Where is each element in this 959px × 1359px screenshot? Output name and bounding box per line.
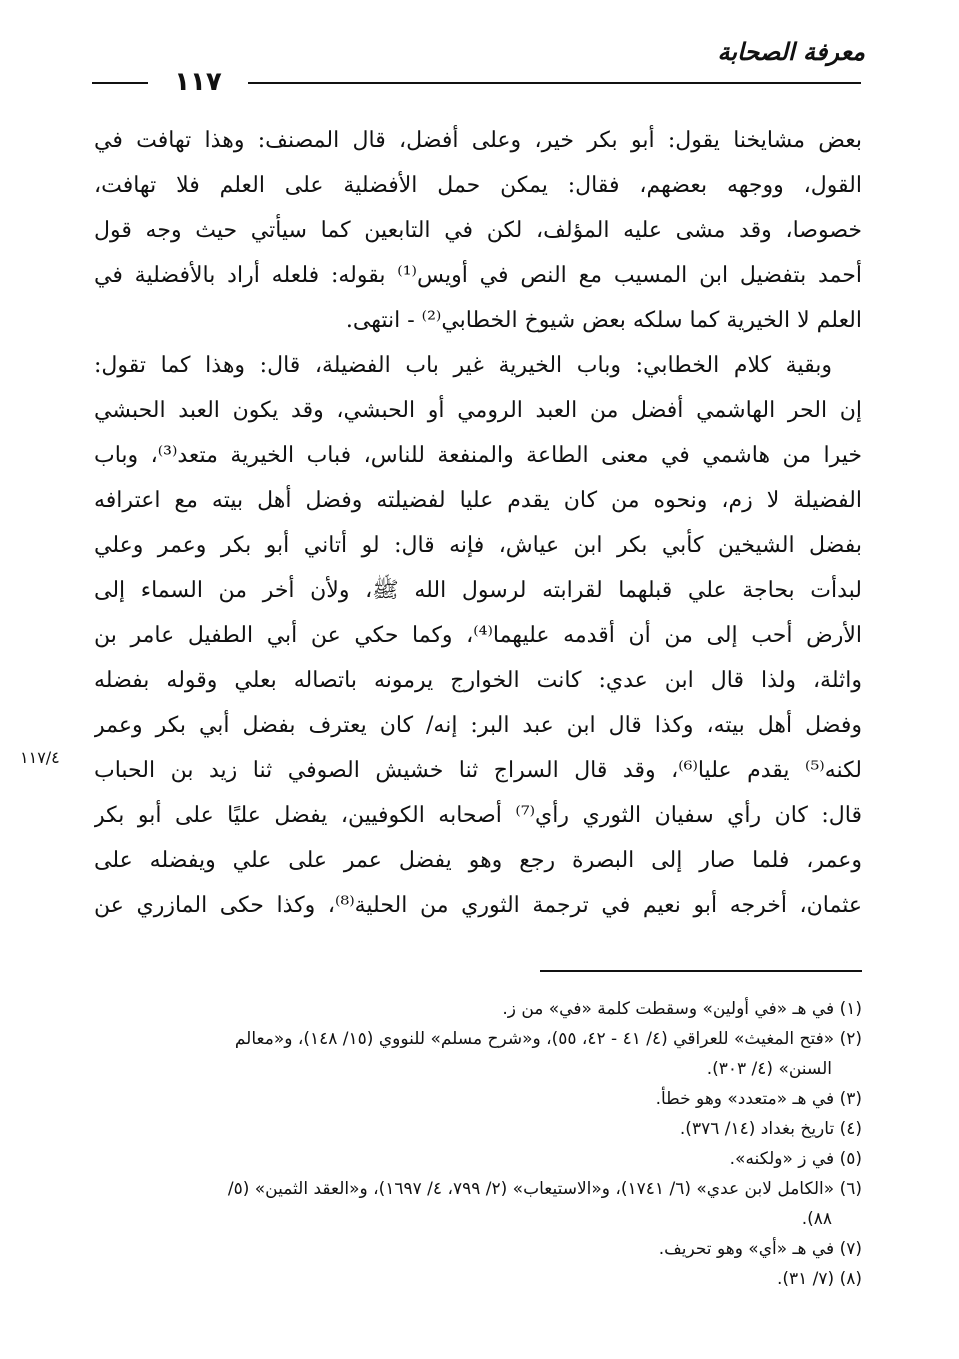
text-line: العلم لا الخيرية كما سلكه بعض شيوخ الخطابي⁽²⁾ - انتهى. xyxy=(345,308,862,333)
header-rule xyxy=(248,82,861,84)
text-line: لكنه⁽⁵⁾ يقدم عليا⁽⁶⁾، وقد قال السراج ثنا خشيش الصوفي ثنا زيد بن الحباب xyxy=(94,758,862,783)
footnote: (٧) في هـ «أي» وهو تحريف. xyxy=(658,1239,862,1259)
text-line: وعمر، فلما صار إلى البصرة رجع وهو يفضل عمر على علي ويفضله على xyxy=(94,848,862,873)
text-line: قال: كان رأي سفيان الثوري رأي⁽⁷⁾ أصحابه الكوفيين، يفضل عليًا على أبو بكر xyxy=(94,803,862,828)
text-line: بفضل الشيخين كأبي بكر ابن عياش، فإنه قال: لو أتاني أبو بكر وعمر وعلي xyxy=(94,533,862,558)
margin-reference: ١١٧/٤ xyxy=(20,748,60,767)
footnotes xyxy=(94,994,862,1294)
running-title: معرفة الصحابة xyxy=(717,37,865,66)
header-rule-short xyxy=(92,82,148,84)
footnote: (٥) في ز «ولكنه». xyxy=(729,1149,862,1169)
main-text xyxy=(94,118,862,928)
footnote: (٢) «فتح المغيث» للعراقي (٤/ ٤١ - ٤٢، ٥٥)، و«شرح مسلم» للنووي (١٥/ ١٤٨)، و«معالم xyxy=(234,1029,862,1049)
text-line: الأرض أحب إلى من أن أقدمه عليهما⁽⁴⁾، وكما حكي عن أبي الطفيل عامر بن xyxy=(94,623,862,648)
footnote: (١) في هـ «في أولين» وسقطت كلمة «في» من ز. xyxy=(502,999,862,1019)
text-line: خيرا من هاشمي في معنى الطاعة والمنفعة للناس، فباب الخيرية متعد⁽³⁾، وباب xyxy=(94,443,862,468)
footnote-continuation: ٨٨). xyxy=(801,1209,832,1229)
footnote-continuation: السنن» (٤/ ٣٠٣). xyxy=(706,1059,832,1079)
page-number: ١١٧ xyxy=(174,67,222,97)
footnote: (٨) (٧/ ٣١). xyxy=(776,1269,862,1289)
text-line: أحمد بتفضيل ابن المسيب مع النص في أويس⁽¹⁾ بقوله: فلعله أراد بالأفضلية في xyxy=(94,263,862,288)
footnote-separator xyxy=(540,970,862,972)
text-line: لبدأت بحاجة علي قبلهما لقرابته لرسول الله ﷺ، ولأن أخر من السماء إلى xyxy=(94,578,862,603)
text-line: إن الحر الهاشمي أفضل من العبد الرومي أو الحبشي، وقد يكون العبد الحبشي xyxy=(94,398,862,423)
text-line: الفضيلة لا زم، ونحوه من كان يقدم عليا لفضيلته وفضل أهل بيته مع اعترافه xyxy=(94,488,862,513)
text-line: خصوصا، وقد مشى عليه المؤلف، لكن في التابعين كما سيأتي حيث وجه قول xyxy=(94,218,862,243)
text-line: عثمان، أخرجه أبو نعيم في ترجمة الثوري من الحلية⁽⁸⁾، وكذا حكى المازري عن xyxy=(94,893,862,918)
text-line: واثلة، ولذا قال ابن عدي: كانت الخوارج يرمونه باتصاله بعلي وقوله بفضله xyxy=(94,668,862,693)
footnote: (٦) «الكامل لابن عدي» (٦/ ١٧٤١)، و«الاستيعاب» (٢/ ٧٩٩، ٤/ ١٦٩٧)، و«العقد الثمين» (٥/ xyxy=(227,1179,862,1199)
text-line: وبقية كلام الخطابي: وباب الخيرية غير باب الفضيلة، قال: وهذا كما تقول: xyxy=(94,353,832,378)
text-line: بعض مشايخنا يقول: أبو بكر خير، وعلى أفضل، قال المصنف: وهذا تهافت في xyxy=(94,128,862,153)
footnote: (٤) تاريخ بغداد (١٤/ ٣٧٦). xyxy=(679,1119,862,1139)
footnote: (٣) في هـ «متعدد» وهو خطأ. xyxy=(655,1089,862,1109)
text-line: القول، ووجهه بعضهم، فقال: يمكن حمل الأفضلية على العلم فلا تهافت، xyxy=(94,173,862,198)
text-line: وفضل أهل بيته، وكذا قال ابن عبد البر: إنه/ كان يعترف بفضل أبي بكر وعمر xyxy=(94,713,862,738)
